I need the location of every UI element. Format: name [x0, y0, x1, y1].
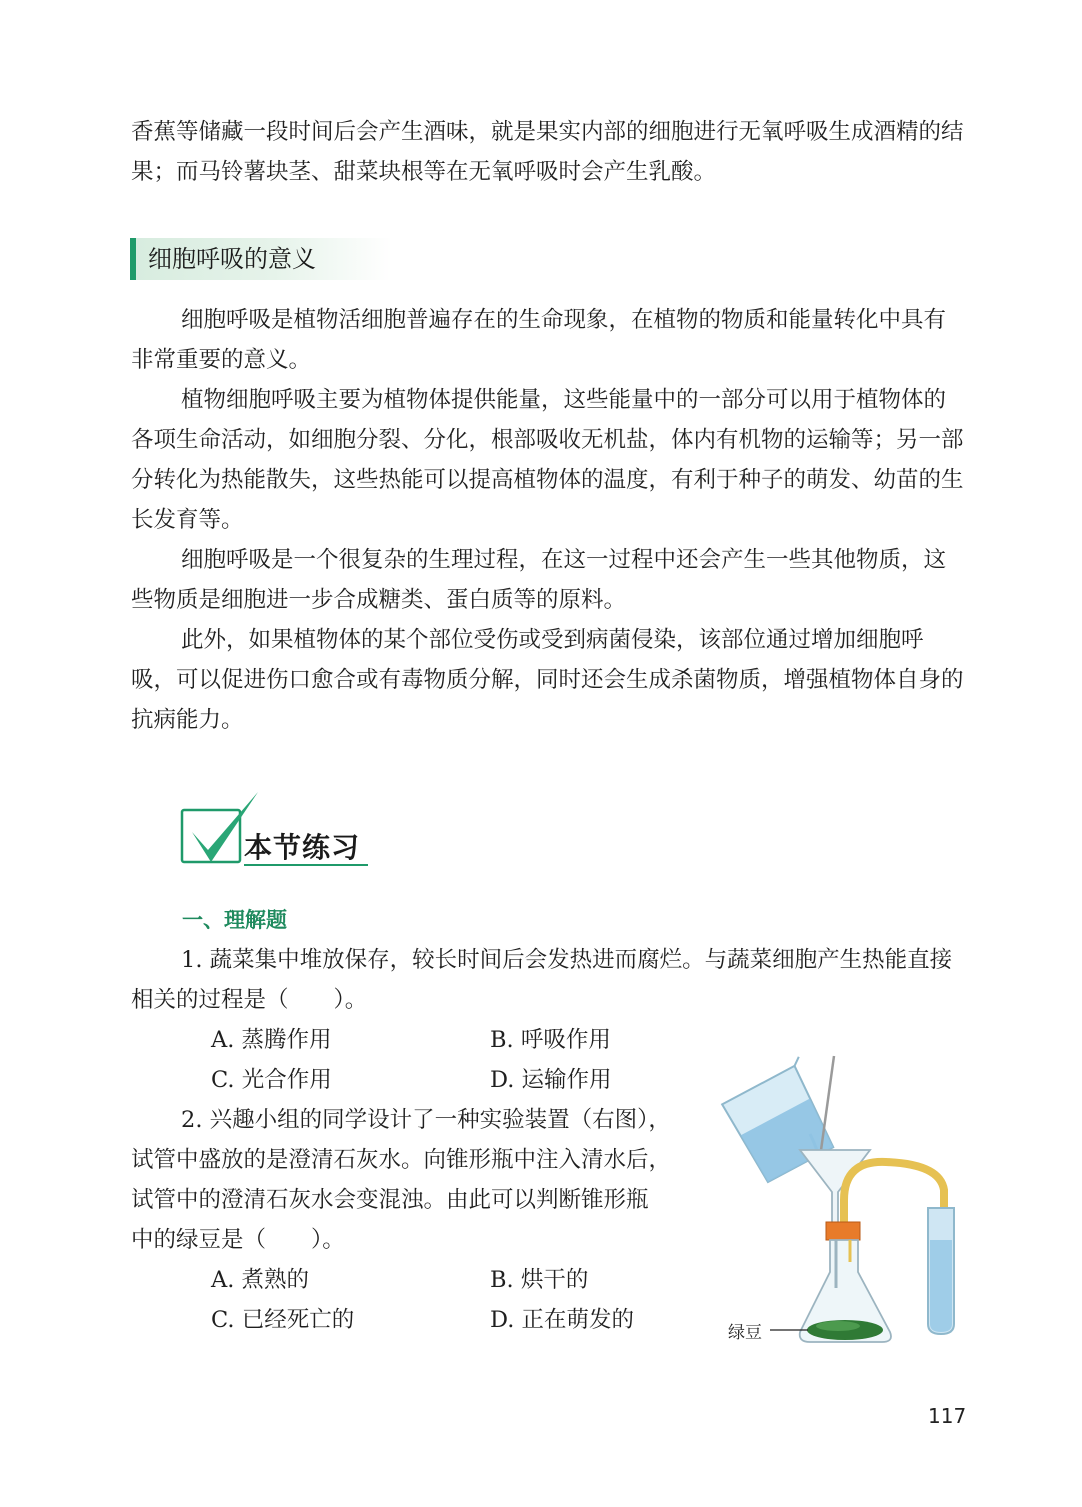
q2-option-a: A. 煮熟的 [211, 1267, 310, 1293]
page-number: 117 [928, 1404, 967, 1428]
experiment-apparatus-illustration [718, 1050, 968, 1350]
section-title: 细胞呼吸的意义 [148, 245, 316, 273]
question-2-line-1: 2. 兴趣小组的同学设计了一种实验装置（右图）， [181, 1107, 671, 1133]
practice-underline [244, 864, 368, 866]
experiment-figure [718, 1050, 968, 1350]
q2-option-c: C. 已经死亡的 [211, 1307, 355, 1333]
section-paragraph-1: 细胞呼吸是植物活细胞普遍存在的生命现象，在植物的物质和能量转化中具有非常重要的意义。 [131, 307, 947, 373]
section-paragraph-3: 细胞呼吸是一个很复杂的生理过程，在这一过程中还会产生一些其他物质，这些物质是细胞进一步合成糖类、蛋白质等的原料。 [131, 547, 947, 613]
q1-option-a: A. 蒸腾作用 [211, 1027, 332, 1053]
question-1-stem: 1. 蔬菜集中堆放保存，较长时间后会发热进而腐烂。与蔬菜细胞产生热能直接相关的过程是（ ）。 [131, 947, 953, 1013]
q1-option-d: D. 运输作用 [490, 1067, 612, 1093]
q2-option-b: B. 烘干的 [490, 1267, 589, 1293]
section-heading [130, 238, 392, 280]
section-paragraph-2: 植物细胞呼吸主要为植物体提供能量，这些能量中的一部分可以用于植物体的各项生命活动，如细胞分裂、分化，根部吸收无机盐，体内有机物的运输等；另一部分转化为热能散失，这些热能可以提高植物体的温度，有利于种子的萌发、幼苗的生长发育等。 [131, 387, 964, 533]
q1-option-b: B. 呼吸作用 [490, 1027, 611, 1053]
figure-label-mung-bean: 绿豆 [728, 1323, 762, 1343]
practice-title: 本节练习 [244, 831, 361, 864]
q2-option-d: D. 正在萌发的 [490, 1307, 635, 1333]
section-heading-bar [130, 238, 136, 280]
subheading-understanding: 一、理解题 [182, 908, 287, 932]
question-2-line-2: 试管中盛放的是澄清石灰水。向锥形瓶中注入清水后， [131, 1147, 672, 1173]
question-2-line-3: 试管中的澄清石灰水会变混浊。由此可以判断锥形瓶 [131, 1187, 649, 1213]
section-paragraph-4: 此外，如果植物体的某个部位受伤或受到病菌侵染，该部位通过增加细胞呼吸，可以促进伤口愈合或有毒物质分解，同时还会生成杀菌物质，增强植物体自身的抗病能力。 [131, 627, 964, 733]
practice-heading [180, 790, 380, 870]
q1-option-c: C. 光合作用 [211, 1067, 332, 1093]
intro-paragraph: 香蕉等储藏一段时间后会产生酒味，就是果实内部的细胞进行无氧呼吸生成酒精的结果；而马铃薯块茎、甜菜块根等在无氧呼吸时会产生乳酸。 [131, 119, 964, 185]
question-2-line-4: 中的绿豆是（ ）。 [131, 1227, 345, 1253]
